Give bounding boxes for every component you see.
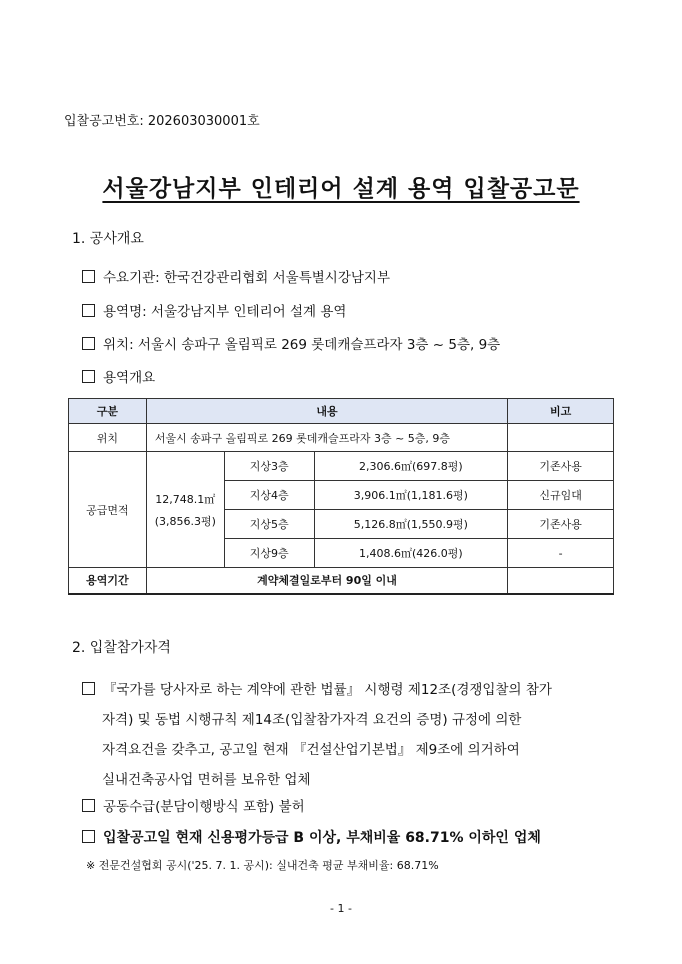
overview-item-label: 위치: 서울시 송파구 올림픽로 269 롯데캐슬프라자 3층 ~ 5층, 9층 — [103, 337, 501, 353]
note-cell: 신규임대 — [508, 481, 614, 510]
qualification-line: 자격요건을 갖추고, 공고일 현재 『건설산업기본법』 제9조에 의거하여 — [102, 742, 520, 758]
overview-item-label: 용역명: 서울강남지부 인테리어 설계 용역 — [103, 304, 347, 320]
area-total-pyeong: (3,856.3평) — [154, 514, 216, 528]
note-cell: - — [508, 539, 614, 568]
document-title-text: 서울강남지부 인테리어 설계 용역 입찰공고문 — [102, 176, 580, 202]
floor-cell: 지상4층 — [224, 481, 314, 510]
overview-item-location — [82, 333, 500, 353]
area-cell: 1,408.6㎡(426.0평) — [314, 539, 508, 568]
qualification-line: 자격) 및 동법 시행규칙 제14조(입찰참가자격 요건의 증명) 규정에 의한 — [102, 712, 522, 728]
area-label: 공급면적 — [69, 452, 147, 568]
qualification-item-law — [82, 675, 622, 795]
period-remark — [508, 568, 614, 594]
qualification-line: 공동수급(분담이행방식 포함) 불허 — [103, 799, 305, 815]
area-cell: 5,126.8㎡(1,550.9평) — [314, 510, 508, 539]
overview-item-label: 용역개요 — [103, 370, 156, 386]
checkbox-icon — [82, 337, 95, 350]
location-value: 서울시 송파구 올림픽로 269 롯데캐슬프라자 3층 ~ 5층, 9층 — [146, 424, 507, 452]
checkbox-icon — [82, 830, 95, 843]
checkbox-icon — [82, 304, 95, 317]
checkbox-icon — [82, 799, 95, 812]
period-label: 용역기간 — [69, 568, 147, 594]
overview-item-client — [82, 266, 390, 286]
table-row — [69, 452, 614, 481]
overview-item-service-name — [82, 300, 346, 320]
location-remark — [508, 424, 614, 452]
page-number: - 1 - — [330, 902, 352, 915]
note-cell: 기존사용 — [508, 452, 614, 481]
location-label: 위치 — [69, 424, 147, 452]
qualification-item-joint — [82, 795, 305, 815]
section1-heading: 1. 공사개요 — [72, 231, 144, 247]
area-cell: 3,906.1㎡(1,181.6평) — [314, 481, 508, 510]
section2-heading: 2. 입찰참가자격 — [72, 640, 171, 656]
checkbox-icon — [82, 682, 95, 695]
table-header-row — [69, 399, 614, 424]
floor-cell: 지상9층 — [224, 539, 314, 568]
area-cell: 2,306.6㎡(697.8평) — [314, 452, 508, 481]
area-total — [146, 452, 224, 568]
notice-number: 입찰공고번호: 202603030001호 — [64, 114, 260, 129]
table-row — [69, 424, 614, 452]
period-value: 계약체결일로부터 90일 이내 — [146, 568, 507, 594]
floor-cell: 지상3층 — [224, 452, 314, 481]
document-title — [0, 170, 682, 203]
overview-item-summary — [82, 366, 155, 386]
qualification-line: 입찰공고일 현재 신용평가등급 B 이상, 부채비율 68.71% 이하인 업체 — [103, 830, 541, 846]
qualification-line: 『국가를 당사자로 하는 계약에 관한 법률』 시행령 제12조(경쟁입찰의 참가 — [103, 682, 552, 698]
checkbox-icon — [82, 370, 95, 383]
area-total-sqm: 12,748.1㎡ — [155, 492, 216, 506]
checkbox-icon — [82, 270, 95, 283]
floor-cell: 지상5층 — [224, 510, 314, 539]
qualification-item-credit — [82, 827, 541, 847]
footnote: ※ 전문건설협회 공시('25. 7. 1. 공시): 실내건축 평균 부채비율: 68.71% — [86, 859, 439, 872]
qualification-line: 실내건축공사업 면허를 보유한 업체 — [102, 772, 311, 788]
overview-item-label: 수요기관: 한국건강관리협회 서울특별시강남지부 — [103, 270, 390, 286]
note-cell: 기존사용 — [508, 510, 614, 539]
overview-table — [68, 398, 614, 595]
header-category: 구분 — [69, 399, 147, 424]
header-content: 내용 — [146, 399, 507, 424]
header-remarks: 비고 — [508, 399, 614, 424]
table-row — [69, 568, 614, 594]
